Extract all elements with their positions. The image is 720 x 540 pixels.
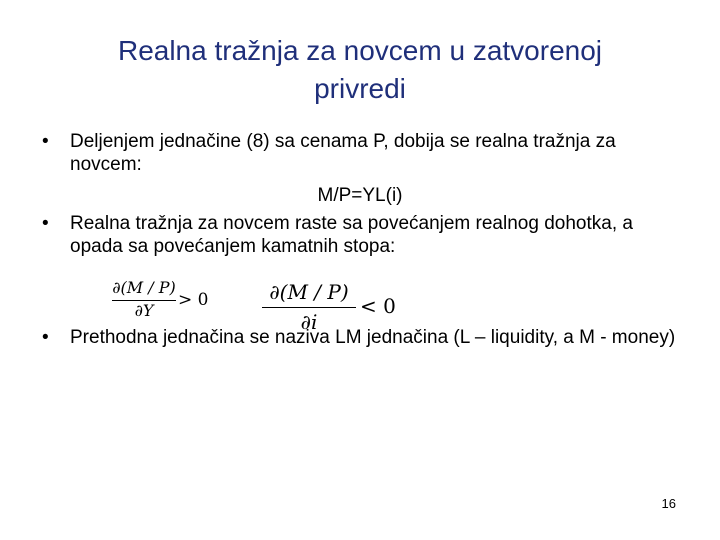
bullet-text: Deljenjem jednačine (8) sa cenama P, dobija se realna tražnja za novcem: bbox=[70, 131, 616, 175]
title-line-1: Realna tražnja za novcem u zatvorenoj bbox=[117, 35, 603, 66]
bullet-dot: • bbox=[42, 327, 49, 348]
bullet-item-3 bbox=[42, 326, 682, 349]
real-money-demand-equation: M/P=YL(i) bbox=[317, 185, 403, 206]
bullet-dot: • bbox=[42, 213, 49, 234]
derivative-income-numerator: ∂(M / P) bbox=[112, 278, 176, 297]
bullet-dot: • bbox=[42, 131, 49, 152]
fraction-bar bbox=[112, 300, 176, 301]
fraction-bar bbox=[262, 307, 356, 308]
bullet-item-2 bbox=[42, 212, 682, 258]
derivative-income-denominator: ∂Y bbox=[134, 301, 154, 320]
derivative-interest-relation: < 0 bbox=[360, 294, 396, 318]
bullet-item-1 bbox=[42, 130, 682, 176]
derivative-income-relation: > 0 bbox=[178, 290, 209, 310]
page-number: 16 bbox=[661, 496, 676, 511]
bullet-text: Prethodna jednačina se naziva LM jednačina (L – liquidity, a M - money) bbox=[70, 327, 676, 348]
title-line-2: privredi bbox=[314, 73, 406, 104]
derivative-interest-denominator: ∂i bbox=[300, 310, 318, 334]
bullet-text: Realna tražnja za novcem raste sa povećanjem realnog dohotka, a opada sa povećanjem kamatnih stopa: bbox=[70, 213, 633, 257]
slide-title bbox=[0, 32, 720, 108]
derivative-interest-numerator: ∂(M / P) bbox=[269, 280, 349, 304]
